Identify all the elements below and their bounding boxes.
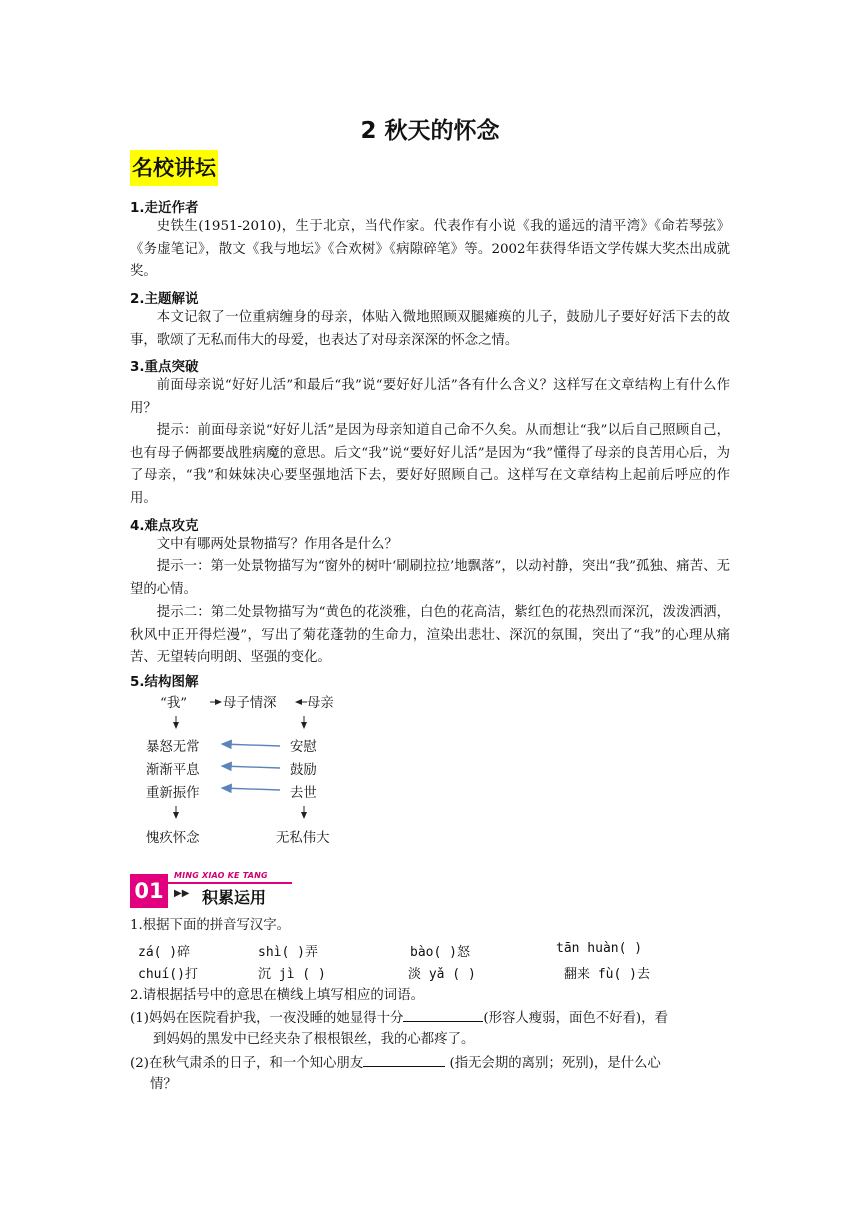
diagram-left-1: 暴怒无常 (146, 740, 200, 755)
pinyin-item-bao: bào( )怒 (410, 945, 470, 960)
pinyin-item-fu: 翻来 fù( )去 (564, 967, 650, 982)
heading-difficulty: 4.难点攻克 (130, 518, 199, 534)
answer-blank-1[interactable] (403, 1007, 483, 1022)
question-1-prompt: 1.根据下面的拼音写汉字。 (130, 918, 291, 933)
paragraph-key-question: 前面母亲说“好好儿活”和最后“我”说“要好好儿活”各有什么含义？这样写在文章结构上有什么作用？ (130, 378, 730, 416)
paragraph-theme: 本文记叙了一位重病缠身的母亲，体贴入微地照顾双腿瘫痪的儿子，鼓励儿子要好好活下去的故事，歌颂了无私而伟大的母爱，也表达了对母亲深深的怀念之情。 (130, 310, 730, 348)
structure-diagram (130, 690, 430, 850)
question-2-item-2 (130, 1052, 661, 1075)
pinyin-item-za: zá( )碎 (138, 945, 191, 960)
heading-theme: 2.主题解说 (130, 291, 199, 307)
arrow-death (222, 788, 280, 790)
double-arrow-icon: ▶▶ (174, 888, 190, 899)
exercise-brand: MING XIAO KE TANG (174, 871, 268, 880)
item-1-text-a: (1)妈妈在医院看护我，一夜没睡的她显得十分 (130, 1011, 404, 1026)
pinyin-item-ji: 沉 jì ( ) (258, 967, 326, 982)
item-2-text-b: (指无会期的离别；死别)，是什么心 (445, 1056, 661, 1071)
paragraph-author: 史铁生(1951-2010)，生于北京，当代作家。代表作有小说《我的遥远的清平湾》《命若琴弦》《务虚笔记》，散文《我与地坛》《合欢树》《病隙碎笔》等。2002年获得华语文学传媒大奖杰出成就奖。 (130, 219, 730, 279)
diagram-left-2: 渐渐平息 (146, 763, 200, 778)
item-2-text-c: 情？ (150, 1077, 177, 1092)
diagram-arrows (130, 690, 430, 850)
page-title: 2 秋天的怀念 (360, 118, 500, 144)
exercise-label-bar (168, 882, 292, 910)
heading-key-point: 3.重点突破 (130, 359, 199, 375)
question-2-item-1 (130, 1007, 668, 1030)
pinyin-item-tanhuan: tān huàn( ) (556, 941, 643, 956)
diagram-center: 母子情深 (223, 696, 277, 711)
exercise-label: 积累运用 (202, 888, 267, 907)
diagram-left-end: 愧疚怀念 (146, 831, 200, 846)
diagram-left-3: 重新振作 (146, 786, 200, 801)
pinyin-item-ya: 淡 yǎ ( ) (408, 967, 476, 982)
pinyin-item-chui: chuí()打 (138, 967, 198, 982)
arrow-encourage (222, 766, 280, 768)
question-2-prompt: 2.请根据括号中的意思在横线上填写相应的词语。 (130, 988, 424, 1003)
diagram-mother: 母亲 (307, 696, 334, 711)
paragraph-hint-two: 提示二：第二处景物描写为“黄色的花淡雅，白色的花高洁，紫红色的花热烈而深沉，泼泼洒洒，秋风中正开得烂漫”，写出了菊花蓬勃的生命力，渲染出悲壮、深沉的氛围，突出了“我”的心理从痛苦、无望转向明朗、坚强的变化。 (130, 605, 730, 665)
paragraph-difficulty-question: 文中有哪两处景物描写？作用各是什么？ (156, 537, 398, 552)
diagram-right-2: 鼓励 (290, 763, 317, 778)
paragraph-key-answer: 提示：前面母亲说“好好儿活”是因为母亲知道自己命不久矣。从而想让“我”以后自己照顾自己，也有母子俩都要战胜病魔的意思。后文“我”说“要好好儿活”是因为“我”懂得了母亲的良苦用心后，为了母亲，“我”和妹妹决心要坚强地活下去，要好好照顾自己。这样写在文章结构上起前后呼应的作用。 (130, 423, 730, 506)
diagram-right-1: 安慰 (290, 740, 317, 755)
diagram-me: “我” (160, 696, 188, 711)
exercise-number: 01 (130, 874, 168, 908)
diagram-right-end: 无私伟大 (276, 831, 330, 846)
pinyin-item-shi: shì( )弄 (258, 945, 318, 960)
item-1-text-c: 到妈妈的黑发中已经夹杂了根根银丝，我的心都疼了。 (153, 1032, 475, 1047)
heading-structure: 5.结构图解 (130, 674, 199, 690)
item-2-text-a: (2)在秋气肃杀的日子，和一个知心朋友 (130, 1056, 364, 1071)
answer-blank-2[interactable] (363, 1052, 445, 1067)
diagram-right-3: 去世 (290, 786, 317, 801)
section-badge: 名校讲坛 (130, 150, 218, 186)
arrow-comfort (222, 744, 280, 746)
paragraph-hint-one: 提示一：第一处景物描写为“窗外的树叶‘刷刷拉拉’地飘落”，以动衬静，突出“我”孤独、痛苦、无望的心情。 (130, 559, 730, 597)
heading-author: 1.走近作者 (130, 200, 199, 216)
exercise-section-header (130, 870, 294, 910)
item-1-text-b: (形容人瘦弱，面色不好看)，看 (483, 1011, 668, 1026)
